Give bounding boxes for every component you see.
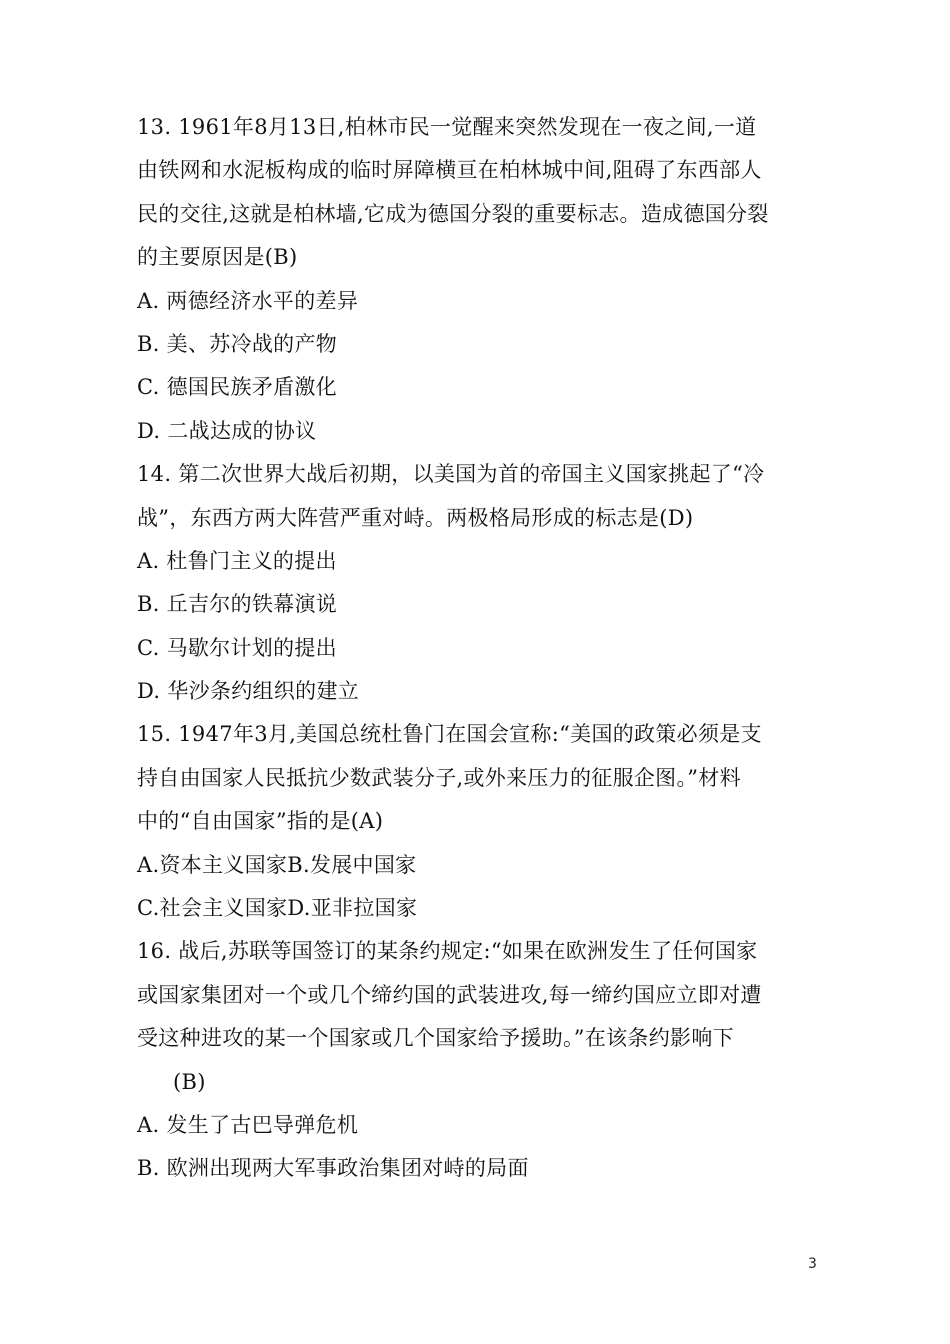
q14-option-b: B. 丘吉尔的铁幕演说 [137, 592, 338, 617]
q15-stem-line-1: 15. 1947年3月,美国总统杜鲁门在国会宣称:“美国的政策必须是支 [137, 722, 762, 747]
question-text-block [137, 106, 827, 1191]
q15-options-ab: A.资本主义国家B.发展中国家 [137, 852, 417, 877]
q13-option-d: D. 二战达成的协议 [137, 418, 317, 443]
q14-stem-line-2: 战”，东西方两大阵营严重对峙。两极格局形成的标志是(D) [137, 505, 694, 530]
q13-option-c: C. 德国民族矛盾激化 [137, 375, 337, 400]
q15-stem-line-2: 持自由国家人民抵抗少数武装分子,或外来压力的征服企图。”材料 [137, 765, 741, 790]
q13-stem-line-4: 的主要原因是(B) [137, 245, 298, 270]
q13-stem-line-1: 13. 1961年8月13日,柏林市民一觉醒来突然发现在一夜之间,一道 [137, 115, 757, 139]
q16-answer: (B) [173, 1069, 206, 1094]
q16-option-b: B. 欧洲出现两大军事政治集团对峙的局面 [137, 1156, 529, 1181]
q15-stem-line-3: 中的“自由国家”指的是(A) [137, 809, 384, 834]
q14-option-a: A. 杜鲁门主义的提出 [137, 548, 337, 573]
q16-stem-line-3: 受这种进攻的某一个国家或几个国家给予援助。”在该条约影响下 [137, 1026, 734, 1051]
q14-option-c: C. 马歇尔计划的提出 [137, 635, 337, 660]
q16-stem-line-1: 16. 战后,苏联等国签订的某条约规定:“如果在欧洲发生了任何国家 [137, 939, 758, 964]
q14-option-d: D. 华沙条约组织的建立 [137, 679, 360, 704]
q14-stem-line-1: 14. 第二次世界大战后初期，以美国为首的帝国主义国家挑起了“冷 [137, 462, 765, 487]
q13-stem-line-3: 民的交往,这就是柏林墙,它成为德国分裂的重要标志。造成德国分裂 [137, 201, 769, 226]
q16-stem-line-2: 或国家集团对一个或几个缔约国的武装进攻,每一缔约国应立即对遭 [137, 982, 762, 1007]
q16-option-a: A. 发生了古巴导弹危机 [137, 1112, 359, 1137]
q13-option-a: A. 两德经济水平的差异 [137, 288, 359, 313]
page-number: 3 [808, 1256, 817, 1272]
q13-option-b: B. 美、苏冷战的产物 [137, 331, 338, 356]
q13-stem-line-2: 由铁网和水泥板构成的临时屏障横亘在柏林城中间,阻碍了东西部人 [137, 158, 762, 183]
q15-options-cd: C.社会主义国家D.亚非拉国家 [137, 896, 418, 921]
